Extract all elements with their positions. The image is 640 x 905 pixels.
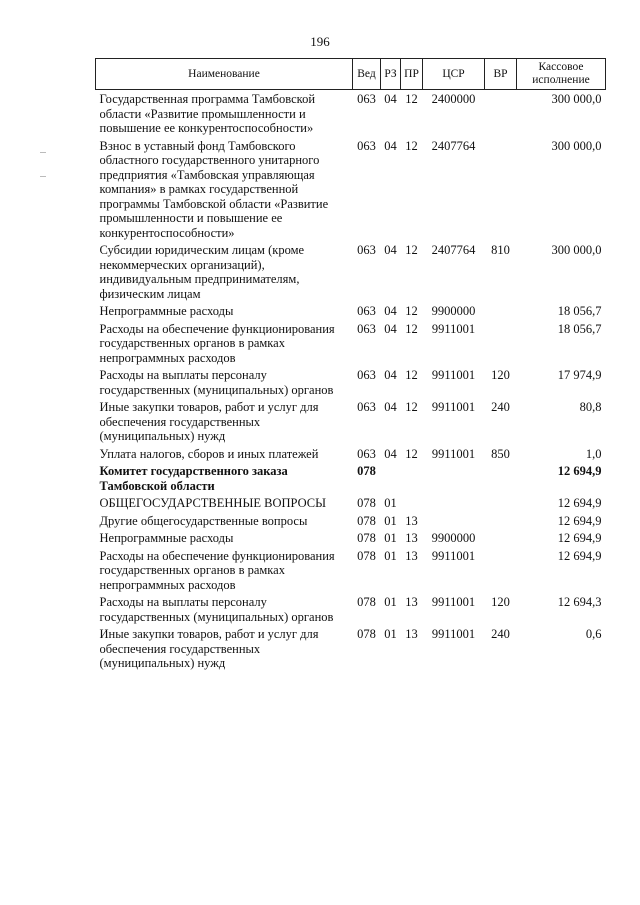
cell-ved: 078 <box>357 513 376 528</box>
cell-pr <box>401 462 423 494</box>
cell-sum: 18 056,7 <box>557 304 602 318</box>
cell-rz: 01 <box>384 627 397 641</box>
header-vr: ВР <box>485 59 517 90</box>
cell-vr: 120 <box>491 368 510 382</box>
cell-ved: 078 <box>357 548 376 563</box>
cell-csr: 9911001 <box>431 400 476 414</box>
cell-sum: 12 694,3 <box>557 595 602 609</box>
cell-name: Непрограммные расходы <box>99 531 234 545</box>
cell-ved: 063 <box>357 92 376 106</box>
cell-ved: 063 <box>357 304 376 318</box>
cell-csr: 9911001 <box>431 446 476 461</box>
table-body <box>96 90 606 672</box>
cell-sum: 12 694,9 <box>557 548 602 563</box>
header-sum: Кассовое исполнение <box>517 59 606 90</box>
cell-vr <box>485 462 517 494</box>
cell-sum: 80,8 <box>579 400 602 414</box>
cell-rz: 01 <box>384 496 397 510</box>
table-row <box>96 320 606 367</box>
cell-name: Другие общегосударственные вопросы <box>99 513 308 528</box>
cell-csr: 9911001 <box>431 368 476 382</box>
cell-ved: 063 <box>357 400 376 414</box>
cell-sum: 1,0 <box>585 446 602 461</box>
cell-sum: 12 694,9 <box>557 531 602 545</box>
cell-ved: 063 <box>357 321 376 336</box>
cell-vr <box>485 512 517 530</box>
cell-name: Комитет государственного заказа Тамбовской области <box>99 464 288 493</box>
cell-rz: 01 <box>384 531 397 545</box>
table-row <box>96 366 606 398</box>
cell-pr <box>401 494 423 512</box>
page-number: 196 <box>310 34 330 49</box>
cell-rz: 04 <box>384 368 397 382</box>
budget-table <box>95 58 606 672</box>
cell-name: Взнос в уставный фонд Тамбовского областного государственного унитарного предприятия «Тамбовская управляющая компания» в рамках государственной программы Тамбовской области «Развитие промышленности и повышение ее конкурентоспособности» <box>99 138 329 240</box>
table-row <box>96 90 606 137</box>
cell-csr: 9911001 <box>431 321 476 336</box>
cell-pr: 12 <box>405 446 418 461</box>
cell-rz: 04 <box>384 138 397 153</box>
cell-rz: 04 <box>384 446 397 461</box>
header-pr: ПР <box>401 59 423 90</box>
cell-name: Государственная программа Тамбовской области «Развитие промышленности и повышение ее конкурентоспособности» <box>99 92 316 135</box>
cell-sum: 12 694,9 <box>557 496 602 510</box>
cell-sum: 300 000,0 <box>551 243 602 257</box>
cell-pr: 13 <box>405 531 418 545</box>
header-rz: РЗ <box>381 59 401 90</box>
cell-sum: 300 000,0 <box>551 92 602 106</box>
cell-rz: 04 <box>384 304 397 318</box>
cell-csr <box>423 462 485 494</box>
cell-pr: 13 <box>405 513 418 528</box>
cell-sum: 18 056,7 <box>557 321 602 336</box>
table-row <box>96 593 606 625</box>
cell-csr <box>423 512 485 530</box>
cell-vr: 120 <box>491 595 510 609</box>
cell-vr <box>485 320 517 367</box>
cell-ved: 078 <box>357 496 376 510</box>
cell-pr: 12 <box>405 321 418 336</box>
header-csr: ЦСР <box>423 59 485 90</box>
cell-vr <box>485 494 517 512</box>
margin-mark <box>40 176 46 177</box>
cell-name: Расходы на выплаты персоналу государственных (муниципальных) органов <box>99 368 334 397</box>
cell-csr: 2407764 <box>431 243 476 257</box>
table-row <box>96 529 606 547</box>
cell-ved: 078 <box>357 531 376 545</box>
cell-ved: 078 <box>357 464 376 478</box>
cell-name: Уплата налогов, сборов и иных платежей <box>99 446 319 461</box>
cell-vr: 240 <box>491 400 510 414</box>
cell-sum: 12 694,9 <box>557 513 602 528</box>
cell-name: Непрограммные расходы <box>99 304 234 318</box>
cell-name: Расходы на обеспечение функционирования государственных органов в рамках непрограммных расходов <box>99 548 335 592</box>
cell-vr <box>485 90 517 137</box>
cell-rz: 04 <box>384 321 397 336</box>
table-row <box>96 445 606 463</box>
cell-name: Расходы на обеспечение функционирования государственных органов в рамках непрограммных расходов <box>99 321 335 365</box>
cell-csr: 2400000 <box>431 92 476 106</box>
margin-mark <box>40 152 46 153</box>
cell-rz <box>381 462 401 494</box>
cell-sum: 0,6 <box>585 627 602 641</box>
cell-rz: 01 <box>384 513 397 528</box>
cell-vr <box>485 529 517 547</box>
cell-rz: 04 <box>384 243 397 257</box>
cell-pr: 12 <box>405 92 418 106</box>
cell-pr: 13 <box>405 548 418 563</box>
cell-csr: 2407764 <box>431 138 476 153</box>
cell-rz: 01 <box>384 595 397 609</box>
cell-name: Иные закупки товаров, работ и услуг для обеспечения государственных (муниципальных) нужд <box>99 627 319 670</box>
cell-csr: 9911001 <box>431 595 476 609</box>
table-row <box>96 241 606 302</box>
table-row <box>96 398 606 445</box>
table-row <box>96 137 606 242</box>
table-row <box>96 494 606 512</box>
table-row <box>96 302 606 320</box>
cell-pr: 12 <box>405 400 418 414</box>
table-header <box>96 59 606 90</box>
cell-pr: 13 <box>405 627 418 641</box>
cell-pr: 12 <box>405 304 418 318</box>
cell-ved: 063 <box>357 243 376 257</box>
table-row <box>96 625 606 672</box>
cell-sum: 17 974,9 <box>557 368 602 382</box>
header-name: Наименование <box>96 59 353 90</box>
table-row <box>96 512 606 530</box>
cell-csr <box>423 494 485 512</box>
cell-pr: 13 <box>405 595 418 609</box>
cell-vr <box>485 547 517 594</box>
table-row <box>96 462 606 494</box>
cell-sum: 300 000,0 <box>551 138 602 153</box>
cell-vr: 810 <box>491 243 510 257</box>
header-ved: Вед <box>353 59 381 90</box>
cell-name: Иные закупки товаров, работ и услуг для обеспечения государственных (муниципальных) нужд <box>99 400 319 443</box>
cell-ved: 078 <box>357 627 376 641</box>
cell-name: ОБЩЕГОСУДАРСТВЕННЫЕ ВОПРОСЫ <box>99 496 327 510</box>
cell-csr: 9900000 <box>431 531 476 545</box>
cell-rz: 04 <box>384 400 397 414</box>
cell-vr <box>485 302 517 320</box>
cell-rz: 04 <box>384 92 397 106</box>
cell-name: Расходы на выплаты персоналу государственных (муниципальных) органов <box>99 595 334 624</box>
cell-csr: 9911001 <box>431 627 476 641</box>
cell-csr: 9900000 <box>431 304 476 318</box>
table-row <box>96 547 606 594</box>
cell-pr: 12 <box>405 243 418 257</box>
cell-ved: 063 <box>357 138 376 153</box>
cell-vr: 850 <box>491 446 510 461</box>
cell-name: Субсидии юридическим лицам (кроме некоммерческих организаций), индивидуальным предпринимателям, физическим лицам <box>99 243 305 301</box>
cell-csr: 9911001 <box>431 548 476 563</box>
cell-sum: 12 694,9 <box>557 464 602 478</box>
cell-ved: 063 <box>357 446 376 461</box>
cell-ved: 078 <box>357 595 376 609</box>
cell-rz: 01 <box>384 548 397 563</box>
cell-ved: 063 <box>357 368 376 382</box>
cell-vr <box>485 137 517 242</box>
cell-pr: 12 <box>405 368 418 382</box>
cell-vr: 240 <box>491 627 510 641</box>
cell-pr: 12 <box>405 138 418 153</box>
